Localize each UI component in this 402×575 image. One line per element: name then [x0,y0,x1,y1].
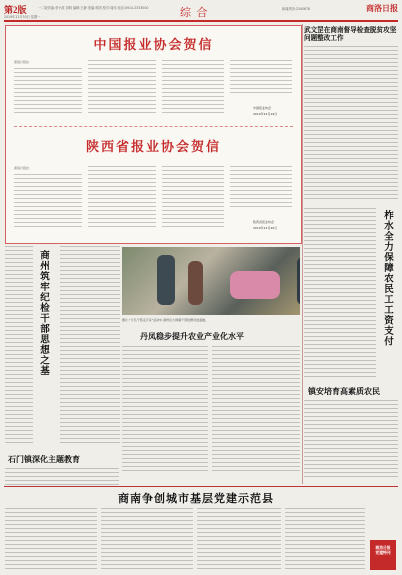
photo-person-3 [297,257,300,305]
stamp-line-2: 党建特刊 [375,550,391,555]
article-zhenan-body [304,400,398,480]
headline-shimen: 石门镇深化主题教育 [8,455,80,464]
article-shangnan-col-3 [197,508,281,572]
article-wuwengang-body [304,46,398,202]
headline-wuwengang: 武文罡在商南督导检查脱贫攻坚问题整改工作 [304,26,397,42]
headline-shangnan: 商南争创城市基层党建示范县 [118,492,274,505]
page-label: 第2版 [4,5,27,15]
greeting-2: 商洛日报社: [14,166,31,170]
hotline: 新闻热线:2345678 [282,7,311,11]
letter-2-col-4 [230,166,292,210]
photo-person-2 [188,261,203,305]
congratulation-box [5,25,302,244]
article-danfeng-col-2 [212,346,300,474]
article-shangzhou-col-1 [60,246,120,446]
congrats-title-china: 中国报业协会贺信 [93,38,214,53]
editor-meta: 一二版责编:李小波 刘明 编辑:王静 美编:郭明 校对:周伟 电话:0914-2333000 [38,6,149,10]
article-shimen-body [5,468,119,488]
signature-shaanxi: 陕西省报业协会 [253,220,275,224]
signature-china: 中国报业协会 [253,106,272,110]
letter-2-col-1 [14,174,82,230]
article-shangzhou-col-0 [5,246,33,446]
box-divider [14,126,293,127]
congrats-title-shaanxi: 陕西省报业协会贺信 [85,140,221,155]
section-title: 综 合 [180,6,209,19]
stamp-line-1: 商洛日报 [375,545,391,550]
date-shaanxi: 2019年12月20日 [253,226,278,230]
section-rule [4,486,398,487]
special-stamp [370,540,396,570]
headline-danfeng: 丹凤稳步提升农业产业化水平 [140,332,244,341]
masthead-brand: 商洛日报 [366,3,398,13]
column-divider [302,24,303,484]
page-header [4,3,398,22]
issue-date: 2019年12月30日 星期一 [4,15,41,19]
article-shangnan-col-4 [285,508,365,572]
photo-quilt [230,271,280,299]
letter-1-col-1 [14,68,82,116]
letter-1-col-3 [162,60,224,116]
article-danfeng-col-1 [122,346,208,474]
letter-1-col-4 [230,60,292,96]
article-zhashui-body [304,208,376,380]
letter-2-col-3 [162,166,224,230]
letter-1-col-2 [88,60,156,116]
date-china: 2019年12月19日 [253,112,278,116]
headline-shangzhou: 商州筑牢纪检干部思想之基 [38,250,49,376]
article-shangnan-col-1 [5,508,97,572]
headline-zhashui: 柞水全力保障农民工工资支付 [382,210,393,347]
photo-person-1 [157,255,175,305]
greeting-1: 商洛日报社: [14,60,31,64]
letter-2-col-2 [88,166,156,230]
article-shangnan-col-2 [101,508,193,572]
news-photo [122,247,300,315]
photo-caption: 图片:“万名干部走万家”活动中,商州区大荆镇干部给群众送温暖。 [122,318,209,322]
headline-zhenan: 镇安培育高素质农民 [308,387,380,396]
